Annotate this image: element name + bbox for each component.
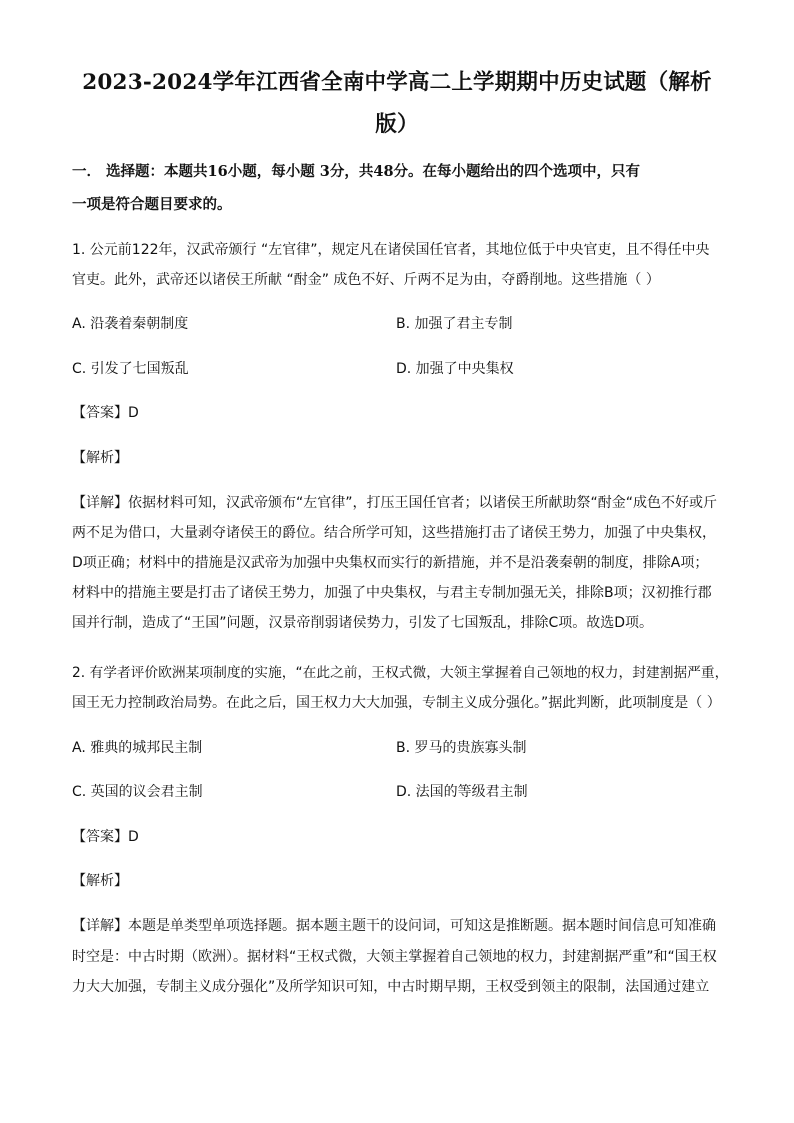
q1-detail-line1: 【详解】依据材料可知，汉武帝颁布“左官律”，打压王国任官者；以诸侯王所献助祭“酎金“成色不好或斤: [72, 495, 718, 511]
q2-stem-line1: 2. 有学者评价欧洲某项制度的实施，“在此之前，王权式微，大领主掌握着自己领地的权力，封建割据严重，: [72, 665, 729, 681]
q2-answer: 【答案】D: [72, 829, 139, 845]
q1-option-c: C. 引发了七国叛乱: [72, 361, 189, 377]
q1-stem-line2: 官吏。此外，武帝还以诸侯王所献 “酎金” 成色不好、斤两不足为由，夺爵削地。这些措施（ ）: [72, 272, 660, 288]
q1-option-b: B. 加强了君主专制: [396, 316, 513, 332]
section-heading-line1: 一． 选择题：本题共16小题，每小题 3分，共48分。在每小题给出的四个选项中，只有: [72, 163, 641, 180]
document-title-line1: 2023-2024学年江西省全南中学高二上学期期中历史试题（解析: [82, 70, 712, 95]
q1-detail-line3: D项正确；材料中的措施是汉武帝为加强中央集权而实行的新措施，并不是沿袭秦朝的制度，排除A项；: [72, 555, 709, 571]
q1-stem-line1: 1. 公元前122年，汉武帝颁行 “左官律”，规定凡在诸侯国任官者，其地位低于中央官吏，且不得任中央: [72, 242, 710, 258]
q2-detail-line3: 力大大加强，专制主义成分强化”及所学知识可知，中古时期早期，王权受到领主的限制，法国通过建立: [72, 979, 710, 995]
q2-option-a: A. 雅典的城邦民主制: [72, 740, 203, 756]
q1-detail-line4: 材料中的措施主要是打击了诸侯王势力，加强了中央集权，与君主专制加强无关，排除B项；汉初推行郡: [72, 585, 712, 601]
q1-detail-line2: 两不足为借口，大量剥夺诸侯王的爵位。结合所学可知，这些措施打击了诸侯王势力，加强了中央集权，: [72, 525, 716, 541]
section-heading-line2: 一项是符合题目要求的。: [72, 196, 232, 213]
document-title-line2: 版）: [375, 112, 419, 137]
q2-stem-line2: 国王无力控制政治局势。在此之后，国王权力大大加强，专制主义成分强化。”据此判断，此项制度是（ ）: [72, 695, 721, 711]
q1-analysis-label: 【解析】: [72, 450, 128, 466]
q2-option-d: D. 法国的等级君主制: [396, 784, 528, 800]
q1-option-a: A. 沿袭着秦朝制度: [72, 316, 189, 332]
q1-detail-line5: 国并行制，造成了“王国”问题，汉景帝削弱诸侯势力，引发了七国叛乱，排除C项。故选D项。: [72, 615, 654, 631]
q2-analysis-label: 【解析】: [72, 873, 128, 889]
q1-option-d: D. 加强了中央集权: [396, 361, 514, 377]
q2-detail-line2: 时空是：中古时期（欧洲）。据材料“王权式微，大领主掌握着自己领地的权力，封建割据严重”和“国王权: [72, 949, 717, 965]
q2-option-c: C. 英国的议会君主制: [72, 784, 203, 800]
q2-detail-line1: 【详解】本题是单类型单项选择题。据本题主题干的设问词，可知这是推断题。据本题时间信息可知准确: [72, 918, 716, 934]
q1-answer: 【答案】D: [72, 405, 139, 421]
q2-option-b: B. 罗马的贵族寡头制: [396, 740, 527, 756]
